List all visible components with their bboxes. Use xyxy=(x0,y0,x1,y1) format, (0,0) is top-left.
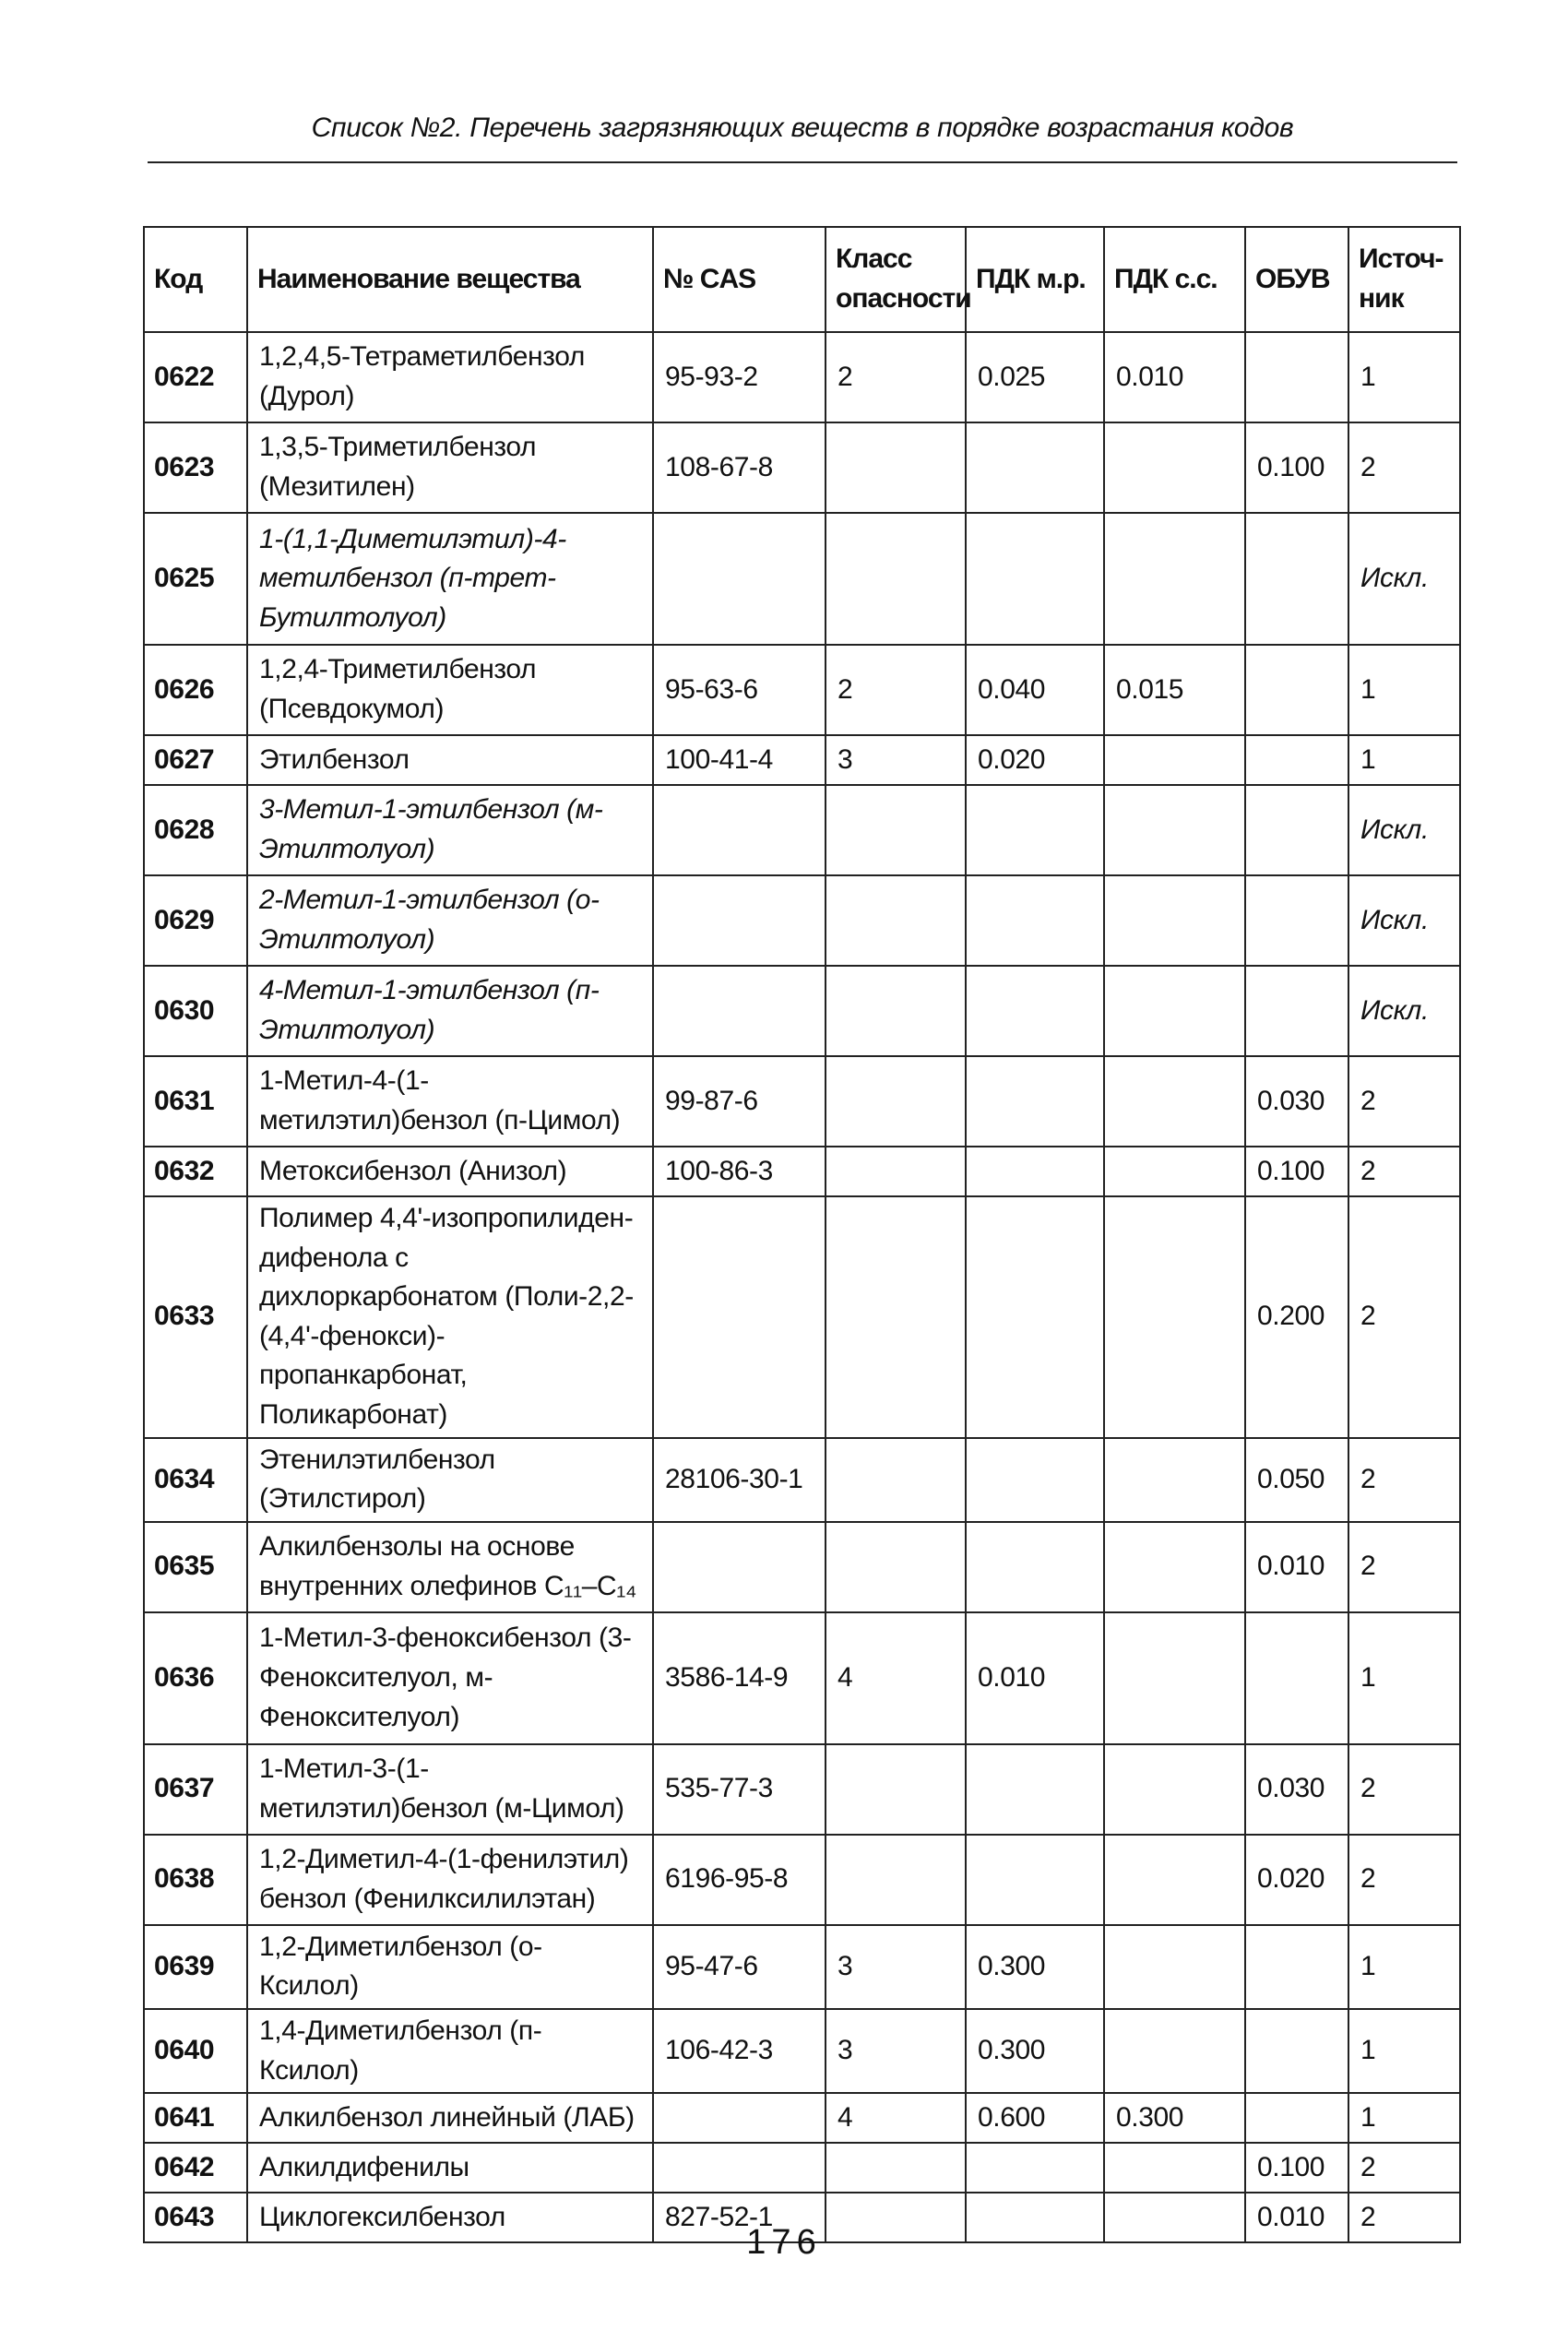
header-hazard-class: Класс опасности xyxy=(826,227,966,332)
cell-pdk-mr: 0.025 xyxy=(966,332,1104,422)
table-row xyxy=(144,785,1460,875)
cell-hazard-class xyxy=(826,785,966,875)
header-rule xyxy=(148,161,1457,163)
cell-code: 0622 xyxy=(144,332,247,422)
cell-obuv: 0.200 xyxy=(1245,1196,1348,1438)
cell-code: 0634 xyxy=(144,1438,247,1522)
cell-hazard-class xyxy=(826,422,966,513)
table-row xyxy=(144,1056,1460,1147)
cell-name: Циклогексилбензол xyxy=(247,2193,653,2242)
cell-pdk-ss: 0.010 xyxy=(1104,332,1245,422)
cell-pdk-ss xyxy=(1104,1744,1245,1835)
cell-name: 3-Метил-1-этилбензол (м-Этилтолуол) xyxy=(247,785,653,875)
cell-pdk-ss xyxy=(1104,422,1245,513)
cell-cas xyxy=(653,2143,826,2193)
cell-pdk-mr: 0.020 xyxy=(966,735,1104,785)
cell-cas xyxy=(653,875,826,966)
cell-pdk-mr xyxy=(966,513,1104,645)
cell-pdk-mr xyxy=(966,1438,1104,1522)
table-row xyxy=(144,875,1460,966)
cell-hazard-class: 4 xyxy=(826,1612,966,1744)
cell-cas: 827-52-1 xyxy=(653,2193,826,2242)
cell-obuv: 0.030 xyxy=(1245,1744,1348,1835)
cell-hazard-class xyxy=(826,875,966,966)
cell-cas: 106-42-3 xyxy=(653,2009,826,2093)
header-cas: № CAS xyxy=(653,227,826,332)
cell-name: Полимер 4,4'-изопропилиден-дифенола с дихлоркарбонатом (Поли-2,2-(4,4'-фенокси)-пропанкарбонат, Поликарбонат) xyxy=(247,1196,653,1438)
cell-hazard-class xyxy=(826,1438,966,1522)
cell-name: 4-Метил-1-этилбензол (п-Этилтолуол) xyxy=(247,966,653,1056)
cell-pdk-ss xyxy=(1104,1522,1245,1612)
cell-pdk-mr xyxy=(966,875,1104,966)
table-row xyxy=(144,332,1460,422)
table-row xyxy=(144,2009,1460,2093)
cell-pdk-ss xyxy=(1104,1056,1245,1147)
cell-name: 1,4-Диметилбензол (п-Ксилол) xyxy=(247,2009,653,2093)
cell-name: 1,3,5-Триметилбензол (Мезитилен) xyxy=(247,422,653,513)
cell-source: 2 xyxy=(1348,422,1460,513)
cell-obuv xyxy=(1245,966,1348,1056)
cell-code: 0623 xyxy=(144,422,247,513)
table-row xyxy=(144,966,1460,1056)
cell-source: Искл. xyxy=(1348,875,1460,966)
cell-pdk-mr xyxy=(966,422,1104,513)
cell-source: Искл. xyxy=(1348,785,1460,875)
cell-source: Искл. xyxy=(1348,513,1460,645)
cell-pdk-ss xyxy=(1104,1835,1245,1925)
table-row xyxy=(144,513,1460,645)
cell-hazard-class: 3 xyxy=(826,1925,966,2009)
cell-cas xyxy=(653,785,826,875)
cell-name: Метоксибензол (Анизол) xyxy=(247,1147,653,1196)
table-row xyxy=(144,735,1460,785)
cell-pdk-mr xyxy=(966,2143,1104,2193)
cell-pdk-ss xyxy=(1104,1438,1245,1522)
cell-code: 0641 xyxy=(144,2093,247,2143)
cell-obuv xyxy=(1245,645,1348,735)
cell-pdk-mr xyxy=(966,1147,1104,1196)
cell-code: 0626 xyxy=(144,645,247,735)
cell-obuv xyxy=(1245,2009,1348,2093)
cell-name: Алкилдифенилы xyxy=(247,2143,653,2193)
cell-pdk-ss xyxy=(1104,513,1245,645)
cell-source: 1 xyxy=(1348,735,1460,785)
cell-cas: 95-47-6 xyxy=(653,1925,826,2009)
cell-pdk-mr xyxy=(966,1196,1104,1438)
cell-pdk-mr: 0.600 xyxy=(966,2093,1104,2143)
cell-hazard-class xyxy=(826,1835,966,1925)
cell-pdk-ss: 0.300 xyxy=(1104,2093,1245,2143)
cell-source: 2 xyxy=(1348,1744,1460,1835)
cell-source: 1 xyxy=(1348,1925,1460,2009)
cell-pdk-mr xyxy=(966,1744,1104,1835)
cell-code: 0636 xyxy=(144,1612,247,1744)
cell-obuv xyxy=(1245,1925,1348,2009)
table-row xyxy=(144,2093,1460,2143)
cell-pdk-mr xyxy=(966,966,1104,1056)
cell-code: 0639 xyxy=(144,1925,247,2009)
table-row xyxy=(144,1147,1460,1196)
table-row xyxy=(144,2143,1460,2193)
cell-name: 1-(1,1-Диметилэтил)-4-метилбензол (п-трет-Бутилтолуол) xyxy=(247,513,653,645)
cell-code: 0625 xyxy=(144,513,247,645)
cell-hazard-class xyxy=(826,1522,966,1612)
substances-table xyxy=(143,226,1461,2243)
cell-code: 0635 xyxy=(144,1522,247,1612)
cell-obuv xyxy=(1245,2093,1348,2143)
cell-pdk-mr xyxy=(966,1056,1104,1147)
cell-hazard-class xyxy=(826,513,966,645)
cell-obuv: 0.010 xyxy=(1245,1522,1348,1612)
header-code: Код xyxy=(144,227,247,332)
cell-source: 2 xyxy=(1348,1147,1460,1196)
cell-obuv: 0.050 xyxy=(1245,1438,1348,1522)
cell-source: 2 xyxy=(1348,2143,1460,2193)
cell-obuv xyxy=(1245,785,1348,875)
cell-cas: 535-77-3 xyxy=(653,1744,826,1835)
header-name: Наименование вещества xyxy=(247,227,653,332)
cell-source: 2 xyxy=(1348,2193,1460,2242)
cell-source: Искл. xyxy=(1348,966,1460,1056)
cell-obuv: 0.100 xyxy=(1245,422,1348,513)
cell-pdk-ss xyxy=(1104,966,1245,1056)
cell-source: 1 xyxy=(1348,2093,1460,2143)
cell-code: 0628 xyxy=(144,785,247,875)
cell-pdk-ss xyxy=(1104,2009,1245,2093)
cell-obuv xyxy=(1245,332,1348,422)
table-row xyxy=(144,1744,1460,1835)
cell-obuv: 0.100 xyxy=(1245,1147,1348,1196)
cell-code: 0637 xyxy=(144,1744,247,1835)
cell-cas xyxy=(653,513,826,645)
cell-code: 0640 xyxy=(144,2009,247,2093)
cell-name: 1-Метил-4-(1-метилэтил)бензол (п-Цимол) xyxy=(247,1056,653,1147)
cell-code: 0638 xyxy=(144,1835,247,1925)
cell-hazard-class: 2 xyxy=(826,645,966,735)
cell-obuv: 0.100 xyxy=(1245,2143,1348,2193)
cell-name: 1,2-Диметил-4-(1-фенилэтил) бензол (Фенилксилилэтан) xyxy=(247,1835,653,1925)
cell-name: 1,2-Диметилбензол (о-Ксилол) xyxy=(247,1925,653,2009)
cell-source: 2 xyxy=(1348,1835,1460,1925)
cell-obuv xyxy=(1245,513,1348,645)
cell-cas: 95-93-2 xyxy=(653,332,826,422)
cell-pdk-mr: 0.300 xyxy=(966,2009,1104,2093)
cell-source: 2 xyxy=(1348,1438,1460,1522)
cell-cas: 100-41-4 xyxy=(653,735,826,785)
cell-pdk-ss xyxy=(1104,1925,1245,2009)
cell-code: 0643 xyxy=(144,2193,247,2242)
cell-cas xyxy=(653,1196,826,1438)
cell-source: 2 xyxy=(1348,1196,1460,1438)
cell-hazard-class: 4 xyxy=(826,2093,966,2143)
cell-hazard-class: 3 xyxy=(826,735,966,785)
header-obuv: ОБУВ xyxy=(1245,227,1348,332)
cell-pdk-ss: 0.015 xyxy=(1104,645,1245,735)
header-pdk-mr: ПДК м.р. xyxy=(966,227,1104,332)
cell-hazard-class xyxy=(826,1147,966,1196)
cell-code: 0627 xyxy=(144,735,247,785)
cell-pdk-ss xyxy=(1104,1147,1245,1196)
cell-name: Алкилбензолы на основе внутренних олефинов C₁₁–C₁₄ xyxy=(247,1522,653,1612)
cell-cas: 6196-95-8 xyxy=(653,1835,826,1925)
cell-hazard-class xyxy=(826,1196,966,1438)
cell-cas: 95-63-6 xyxy=(653,645,826,735)
cell-pdk-ss xyxy=(1104,1612,1245,1744)
cell-cas xyxy=(653,1522,826,1612)
cell-code: 0633 xyxy=(144,1196,247,1438)
cell-obuv: 0.020 xyxy=(1245,1835,1348,1925)
cell-pdk-ss xyxy=(1104,2143,1245,2193)
cell-name: 2-Метил-1-этилбензол (о-Этилтолуол) xyxy=(247,875,653,966)
cell-obuv: 0.030 xyxy=(1245,1056,1348,1147)
cell-source: 1 xyxy=(1348,645,1460,735)
cell-source: 2 xyxy=(1348,1056,1460,1147)
cell-pdk-mr xyxy=(966,785,1104,875)
cell-hazard-class xyxy=(826,2143,966,2193)
cell-source: 2 xyxy=(1348,1522,1460,1612)
cell-pdk-mr xyxy=(966,1835,1104,1925)
cell-cas: 100-86-3 xyxy=(653,1147,826,1196)
cell-pdk-mr: 0.040 xyxy=(966,645,1104,735)
table-row xyxy=(144,1925,1460,2009)
cell-cas: 99-87-6 xyxy=(653,1056,826,1147)
table-row xyxy=(144,645,1460,735)
table-row xyxy=(144,1612,1460,1744)
cell-name: 1-Метил-3-(1-метилэтил)бензол (м-Цимол) xyxy=(247,1744,653,1835)
cell-cas: 3586-14-9 xyxy=(653,1612,826,1744)
table-row xyxy=(144,1196,1460,1438)
cell-source: 1 xyxy=(1348,2009,1460,2093)
cell-cas: 28106-30-1 xyxy=(653,1438,826,1522)
cell-name: 1,2,4-Триметилбензол (Псевдокумол) xyxy=(247,645,653,735)
cell-cas: 108-67-8 xyxy=(653,422,826,513)
table-row xyxy=(144,1522,1460,1612)
cell-obuv xyxy=(1245,1612,1348,1744)
table-header-row xyxy=(144,227,1460,332)
page-number: 176 xyxy=(746,2223,822,2262)
cell-source: 1 xyxy=(1348,1612,1460,1744)
cell-code: 0642 xyxy=(144,2143,247,2193)
running-head: Список №2. Перечень загрязняющих веществ в порядке возрастания кодов xyxy=(311,113,1294,143)
cell-source: 1 xyxy=(1348,332,1460,422)
cell-cas xyxy=(653,966,826,1056)
cell-code: 0629 xyxy=(144,875,247,966)
cell-obuv: 0.010 xyxy=(1245,2193,1348,2242)
cell-code: 0631 xyxy=(144,1056,247,1147)
cell-pdk-ss xyxy=(1104,735,1245,785)
cell-pdk-ss xyxy=(1104,785,1245,875)
cell-name: Этенилэтилбензол (Этилстирол) xyxy=(247,1438,653,1522)
table-row xyxy=(144,1835,1460,1925)
header-pdk-ss: ПДК с.с. xyxy=(1104,227,1245,332)
cell-pdk-mr: 0.010 xyxy=(966,1612,1104,1744)
cell-name: Алкилбензол линейный (ЛАБ) xyxy=(247,2093,653,2143)
cell-cas xyxy=(653,2093,826,2143)
cell-pdk-mr xyxy=(966,1522,1104,1612)
cell-pdk-ss xyxy=(1104,1196,1245,1438)
cell-pdk-mr: 0.300 xyxy=(966,1925,1104,2009)
header-source: Источ-ник xyxy=(1348,227,1460,332)
cell-code: 0632 xyxy=(144,1147,247,1196)
cell-name: 1,2,4,5-Тетраметилбензол (Дурол) xyxy=(247,332,653,422)
cell-code: 0630 xyxy=(144,966,247,1056)
cell-hazard-class: 3 xyxy=(826,2009,966,2093)
cell-pdk-ss xyxy=(1104,875,1245,966)
cell-hazard-class xyxy=(826,1744,966,1835)
table-row xyxy=(144,1438,1460,1522)
table-row xyxy=(144,422,1460,513)
cell-obuv xyxy=(1245,875,1348,966)
cell-hazard-class: 2 xyxy=(826,332,966,422)
cell-obuv xyxy=(1245,735,1348,785)
cell-hazard-class xyxy=(826,966,966,1056)
cell-name: 1-Метил-3-феноксибензол (3-Феноксителуол, м-Феноксителуол) xyxy=(247,1612,653,1744)
cell-hazard-class xyxy=(826,1056,966,1147)
cell-name: Этилбензол xyxy=(247,735,653,785)
